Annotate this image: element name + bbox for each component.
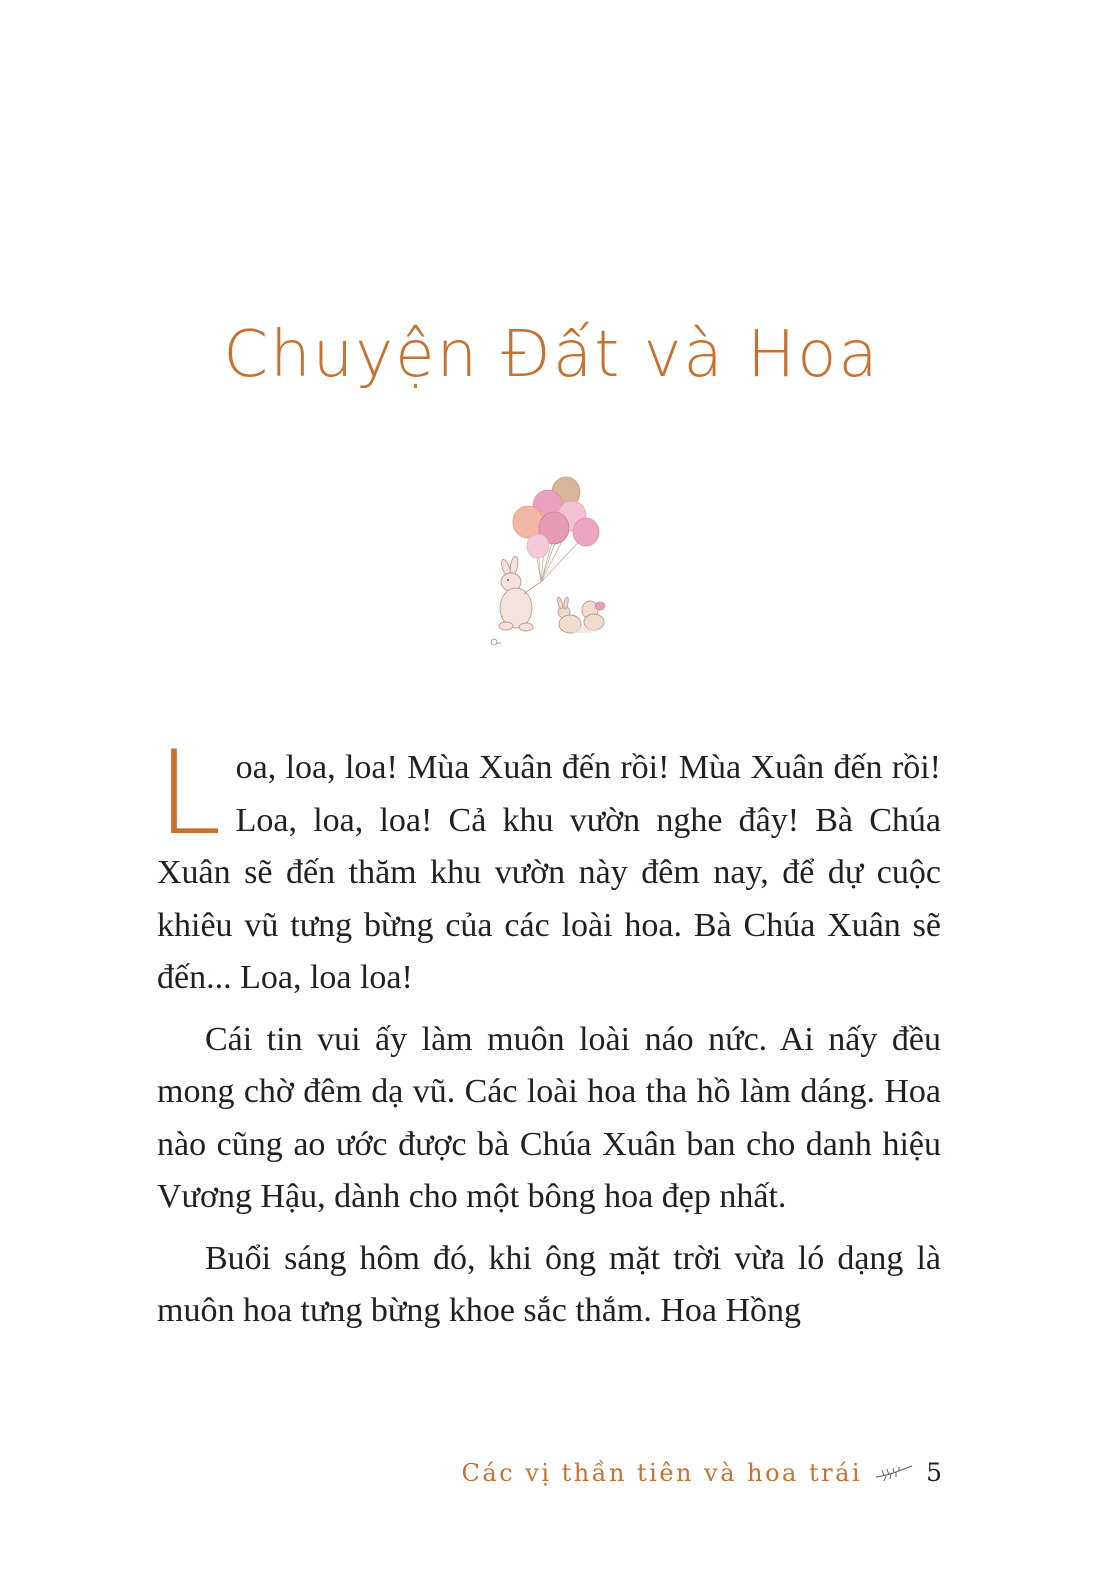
- paragraph-2: Cái tin vui ấy làm muôn loài náo nức. Ai nấy đều mong chờ đêm dạ vũ. Các loài hoa tha hồ làm dáng. Hoa nào cũng ao ước được bà Chúa Xuân ban cho danh hiệu Vương Hậu, dành cho một bông hoa đẹp nhất.: [157, 1020, 941, 1215]
- running-footer-title: Các vị thần tiên và hoa trái: [461, 1458, 863, 1487]
- rabbits-with-balloons-illustration: [486, 470, 622, 650]
- paragraph-1-text: oa, loa, loa! Mùa Xuân đến rồi! Mùa Xuân đến rồi! Loa, loa, loa! Cả khu vườn nghe đây! Bà Chúa Xuân sẽ đến thăm khu vườn này đêm nay, để dự cuộc khiêu vũ tưng bừng của các loài hoa. Bà Chúa Xuân sẽ đến... Loa, loa loa!: [157, 749, 941, 996]
- feather-ornament-icon: [874, 1463, 914, 1483]
- paragraph-1: [157, 726, 941, 1005]
- drop-cap: L: [157, 726, 222, 861]
- chapter-title: Chuyện Đất và Hoa: [223, 318, 880, 392]
- story-body: [157, 726, 941, 1347]
- page-footer: [462, 1458, 942, 1487]
- paragraph-3: Buổi sáng hôm đó, khi ông mặt trời vừa ló dạng là muôn hoa tưng bừng khoe sắc thắm. Hoa Hồng: [157, 1239, 941, 1329]
- page-number: 5: [926, 1458, 942, 1487]
